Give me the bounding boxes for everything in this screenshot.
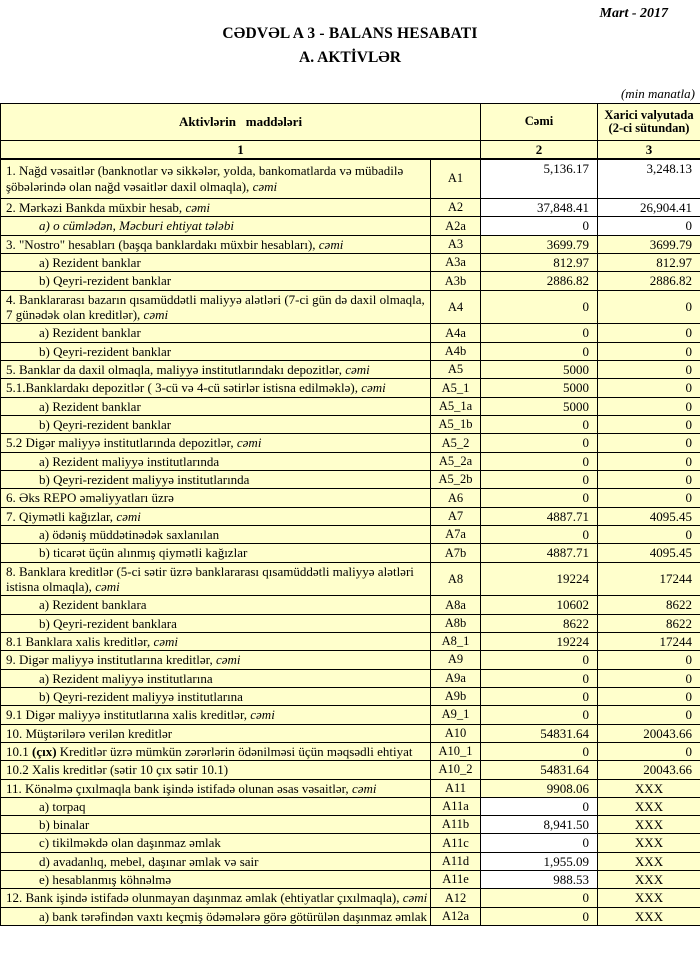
row-total-value: 54831.64 (481, 724, 598, 742)
row-code: A7a (431, 525, 481, 543)
table-row (1, 324, 700, 342)
row-label-segment: 11. Könəlmə çıxılmaqla bank işində istifadə olunan əsas vəsaitlər, (6, 780, 352, 796)
report-subtitle: A. AKTİVLƏR (299, 49, 401, 66)
row-label-segment: 5. Banklar da daxil olmaqla, maliyyə institutlarındakı depozitlər, (6, 361, 346, 377)
row-foreign-value: 26,904.41 (598, 199, 700, 217)
table-row (1, 562, 700, 596)
row-label-segment: cəmi (252, 178, 278, 194)
row-label-segment: b) ticarət üçün alınmış qiymətli kağızlar (39, 545, 248, 561)
row-label-segment: 3. "Nostro" hesabları (başqa banklardakı müxbir hesabları), (6, 236, 319, 252)
row-total-value: 0 (481, 217, 598, 235)
row-label-segment: 9.1 Digər maliyyə institutlarına xalis kreditlər, (6, 707, 251, 723)
row-foreign-value: 0 (598, 706, 700, 724)
row-total-value: 54831.64 (481, 761, 598, 779)
table-row (1, 253, 700, 271)
row-label-segment: cəmi (236, 435, 262, 451)
row-label (1, 779, 431, 797)
row-code: A4b (431, 342, 481, 360)
row-label-segment: cəmi (143, 306, 169, 322)
table-row (1, 489, 700, 507)
row-code: A4 (431, 290, 481, 324)
row-label-segment: a) Rezident banklara (39, 597, 147, 613)
table-row (1, 470, 700, 488)
row-label-segment: b) Qeyri-rezident banklar (39, 343, 172, 359)
row-foreign-value: 0 (598, 217, 700, 235)
row-code: A3a (431, 253, 481, 271)
row-total-value: 5,136.17 (481, 159, 598, 199)
row-label (1, 360, 431, 378)
row-foreign-value: 20043.66 (598, 761, 700, 779)
row-foreign-value: 0 (598, 397, 700, 415)
col-number-2: 2 (481, 141, 598, 159)
row-code: A11a (431, 797, 481, 815)
row-foreign-value: 0 (598, 470, 700, 488)
row-label (1, 235, 431, 253)
table-row (1, 507, 700, 525)
row-foreign-value: 0 (598, 342, 700, 360)
row-code: A9 (431, 651, 481, 669)
row-label-segment: cəmi (318, 236, 344, 252)
row-label (1, 889, 431, 907)
row-label (1, 687, 431, 705)
row-label (1, 397, 431, 415)
row-label-segment: cəmi (361, 380, 386, 396)
row-label-segment: b) Qeyri-rezident maliyyə institutlarında (39, 471, 250, 487)
row-total-value: 0 (481, 290, 598, 324)
table-row (1, 525, 700, 543)
unit-note: (min manatla) (620, 86, 695, 101)
table-row (1, 379, 700, 397)
row-label-segment: b) Qeyri-rezident banklar (39, 416, 172, 432)
row-foreign-value: 8622 (598, 596, 700, 614)
table-row (1, 217, 700, 235)
row-label-segment: a) Rezident maliyyə institutlarına (39, 670, 213, 686)
row-label-segment: 9. Digər maliyyə institutlarına kreditlər, (6, 652, 216, 668)
row-code: A8 (431, 562, 481, 596)
row-code: A3 (431, 235, 481, 253)
row-total-value: 19224 (481, 632, 598, 650)
row-label (1, 253, 431, 271)
row-label (1, 434, 431, 452)
row-foreign-value: 0 (598, 742, 700, 760)
row-total-value: 5000 (481, 360, 598, 378)
row-code: A8a (431, 596, 481, 614)
row-code: A10 (431, 724, 481, 742)
row-total-value: 3699.79 (481, 235, 598, 253)
row-foreign-value: XXX (598, 779, 700, 797)
row-label-segment: a) bank tərəfindən vaxtı keçmiş ödəmələrə görə götürülən daşınmaz əmlak (39, 908, 428, 924)
row-label (1, 544, 431, 562)
row-label-segment: 12. Bank işində istifadə olunmayan daşınmaz əmlak (ehtiyatlar çıxılmaqla), (6, 890, 403, 906)
row-label (1, 525, 431, 543)
row-label (1, 871, 431, 889)
row-code: A2a (431, 217, 481, 235)
row-total-value: 0 (481, 489, 598, 507)
row-code: A12 (431, 889, 481, 907)
table-row (1, 742, 700, 760)
row-label (1, 507, 431, 525)
row-code: A10_2 (431, 761, 481, 779)
row-total-value: 9908.06 (481, 779, 598, 797)
row-label-segment: e) hesablanmış köhnəlmə (39, 872, 172, 888)
table-row (1, 852, 700, 870)
row-total-value: 19224 (481, 562, 598, 596)
table-row (1, 706, 700, 724)
row-label (1, 724, 431, 742)
table-row (1, 889, 700, 907)
row-label (1, 415, 431, 433)
row-foreign-value: 17244 (598, 562, 700, 596)
row-label-segment: cəmi (116, 508, 141, 524)
row-label-segment: cəmi (345, 361, 370, 377)
table-row (1, 669, 700, 687)
table-row (1, 816, 700, 834)
row-code: A8_1 (431, 632, 481, 650)
row-code: A11 (431, 779, 481, 797)
row-foreign-value: 0 (598, 290, 700, 324)
table-row (1, 871, 700, 889)
row-foreign-value: 4095.45 (598, 507, 700, 525)
row-label-segment: 2. Mərkəzi Bankda müxbir hesab, (6, 200, 186, 215)
row-label-segment: a) Rezident banklar (39, 325, 141, 341)
table-row (1, 397, 700, 415)
row-foreign-value: 20043.66 (598, 724, 700, 742)
row-total-value: 0 (481, 669, 598, 687)
table-row (1, 687, 700, 705)
row-total-value: 37,848.41 (481, 199, 598, 217)
table-row (1, 779, 700, 797)
row-code: A5 (431, 360, 481, 378)
table-row (1, 272, 700, 290)
row-total-value: 0 (481, 797, 598, 815)
row-label-segment: 10.1 (6, 743, 32, 759)
row-total-value: 0 (481, 742, 598, 760)
col-number-3: 3 (598, 141, 700, 159)
row-total-value: 2886.82 (481, 272, 598, 290)
row-label (1, 706, 431, 724)
col-header-items: Aktivlərin maddələri (1, 104, 481, 141)
row-label (1, 596, 431, 614)
row-label (1, 852, 431, 870)
row-foreign-value: XXX (598, 852, 700, 870)
row-code: A5_2a (431, 452, 481, 470)
table-row (1, 632, 700, 650)
row-label-segment: a) Rezident banklar (39, 398, 141, 414)
row-label-segment: cəmi (185, 200, 210, 215)
row-label (1, 562, 431, 596)
row-total-value: 0 (481, 706, 598, 724)
row-foreign-value: 0 (598, 669, 700, 687)
row-code: A11d (431, 852, 481, 870)
row-total-value: 4887.71 (481, 507, 598, 525)
table-row (1, 907, 700, 925)
table-row (1, 434, 700, 452)
row-code: A7b (431, 544, 481, 562)
report-date: Mart - 2017 (599, 6, 668, 21)
row-label-segment: 4. Banklararası bazarın qısamüddətli maliyyə alətləri (7-ci gün də daxil olmaqla, 7 günədək olan kreditlər), (6, 291, 425, 322)
row-code: A5_2b (431, 470, 481, 488)
table-row (1, 159, 700, 199)
row-label-segment: 7. Qiymətli kağızlar, (6, 508, 117, 524)
row-total-value: 0 (481, 834, 598, 852)
row-foreign-value: 0 (598, 415, 700, 433)
row-label-segment: cəmi (250, 707, 275, 723)
col-header-total: Cəmi (481, 104, 598, 141)
table-row (1, 415, 700, 433)
table-row (1, 614, 700, 632)
row-label-segment: a) Rezident maliyyə institutlarında (39, 453, 220, 469)
row-foreign-value: 0 (598, 434, 700, 452)
row-foreign-value: XXX (598, 907, 700, 925)
row-label (1, 669, 431, 687)
row-label-segment: 8. Banklara kreditlər (5-ci sətir üzrə banklararası qısamüddətli maliyyə alətləri istisna olmaqla), (6, 563, 414, 594)
row-label-segment: a) torpaq (39, 798, 86, 814)
table-header-row (1, 104, 700, 141)
row-foreign-value: XXX (598, 797, 700, 815)
row-total-value: 8,941.50 (481, 816, 598, 834)
table-row (1, 834, 700, 852)
row-label-segment: b) Qeyri-rezident maliyyə institutlarına (39, 688, 243, 704)
row-label (1, 452, 431, 470)
row-code: A12a (431, 907, 481, 925)
row-foreign-value: XXX (598, 834, 700, 852)
table-body (1, 159, 700, 926)
row-foreign-value: 4095.45 (598, 544, 700, 562)
table-row (1, 235, 700, 253)
row-total-value: 988.53 (481, 871, 598, 889)
row-foreign-value: 0 (598, 525, 700, 543)
row-total-value: 8622 (481, 614, 598, 632)
row-total-value: 5000 (481, 379, 598, 397)
row-code: A11b (431, 816, 481, 834)
row-code: A11e (431, 871, 481, 889)
row-total-value: 1,955.09 (481, 852, 598, 870)
row-code: A10_1 (431, 742, 481, 760)
row-label-segment: cəmi (153, 633, 179, 649)
row-label-segment: 6. Əks REPO əməliyyatları üzrə (6, 490, 174, 506)
row-total-value: 4887.71 (481, 544, 598, 562)
report-title: CƏDVƏL A 3 - BALANS HESABATI (222, 25, 478, 42)
row-foreign-value: XXX (598, 889, 700, 907)
row-foreign-value: 0 (598, 651, 700, 669)
table-row (1, 342, 700, 360)
table-row (1, 651, 700, 669)
row-total-value: 0 (481, 889, 598, 907)
row-total-value: 812.97 (481, 253, 598, 271)
table-row (1, 724, 700, 742)
row-label (1, 742, 431, 760)
row-label-segment: 10.2 Xalis kreditlər (sətir 10 çıx sətir 10.1) (6, 762, 229, 778)
row-code: A1 (431, 159, 481, 199)
row-label (1, 651, 431, 669)
row-code: A8b (431, 614, 481, 632)
row-code: A7 (431, 507, 481, 525)
row-code: A9b (431, 687, 481, 705)
table-row (1, 797, 700, 815)
row-foreign-value: 3699.79 (598, 235, 700, 253)
row-label (1, 199, 431, 217)
row-label-segment: 10. Müştərilərə verilən kreditlər (6, 725, 173, 741)
row-label (1, 470, 431, 488)
table-row (1, 544, 700, 562)
row-code: A2 (431, 199, 481, 217)
table-row (1, 452, 700, 470)
row-label-segment: 1. Nağd vəsaitlər (banknotlar və sikkələr, yolda, bankomatlarda və mübadilə şöbələrində olan nağd vəsaitlər daxil olmaqla), (6, 163, 404, 194)
row-foreign-value: 0 (598, 489, 700, 507)
row-total-value: 10602 (481, 596, 598, 614)
table-row (1, 596, 700, 614)
row-code: A9_1 (431, 706, 481, 724)
column-number-row (1, 141, 700, 159)
row-label-segment: a) o cümlədən, Məcburi ehtiyat tələbi (39, 218, 234, 234)
row-label (1, 614, 431, 632)
row-label (1, 816, 431, 834)
row-code: A9a (431, 669, 481, 687)
row-total-value: 0 (481, 452, 598, 470)
row-label-segment: (çıx) (32, 743, 57, 759)
row-label-segment: a) Rezident banklar (39, 254, 141, 270)
table-row (1, 290, 700, 324)
row-label (1, 272, 431, 290)
row-label-segment: cəmi (95, 578, 120, 594)
col-header-foreign: Xarici valyutada (2-ci sütundan) (598, 104, 700, 141)
row-total-value: 0 (481, 415, 598, 433)
row-total-value: 0 (481, 687, 598, 705)
row-code: A6 (431, 489, 481, 507)
row-label-segment: cəmi (215, 652, 241, 668)
row-foreign-value: 0 (598, 379, 700, 397)
row-label-segment: 8.1 Banklara xalis kreditlər, (6, 633, 154, 649)
row-foreign-value: XXX (598, 871, 700, 889)
row-label (1, 217, 431, 235)
row-label-segment: Kreditlər üzrə mümkün zərərlərin ödənilməsi üçün məqsədli ehtiyat (56, 743, 413, 759)
row-label (1, 907, 431, 925)
row-label (1, 797, 431, 815)
row-total-value: 0 (481, 651, 598, 669)
row-total-value: 0 (481, 342, 598, 360)
row-foreign-value: XXX (598, 816, 700, 834)
row-code: A3b (431, 272, 481, 290)
row-label-segment: b) Qeyri-rezident banklar (39, 273, 172, 289)
row-code: A5_2 (431, 434, 481, 452)
row-label-segment: cəmi (402, 890, 428, 906)
row-label (1, 342, 431, 360)
row-label-segment: cəmi (351, 780, 377, 796)
row-label (1, 489, 431, 507)
row-code: A5_1b (431, 415, 481, 433)
row-label (1, 324, 431, 342)
row-label-segment: b) Qeyri-rezident banklara (39, 615, 177, 631)
row-foreign-value: 0 (598, 452, 700, 470)
row-label (1, 834, 431, 852)
row-label-segment: 5.2 Digər maliyyə institutlarında depozitlər, (6, 435, 237, 451)
row-foreign-value: 0 (598, 687, 700, 705)
row-label-segment: a) ödəniş müddətinədək saxlanılan (39, 526, 220, 542)
row-total-value: 0 (481, 907, 598, 925)
row-foreign-value: 0 (598, 360, 700, 378)
col-number-1: 1 (1, 141, 481, 159)
table-row (1, 761, 700, 779)
row-total-value: 0 (481, 434, 598, 452)
row-total-value: 0 (481, 525, 598, 543)
row-foreign-value: 8622 (598, 614, 700, 632)
row-label-segment: b) binalar (39, 817, 90, 833)
row-code: A4a (431, 324, 481, 342)
row-label-segment: 5.1.Banklardakı depozitlər ( 3-cü və 4-cü sətirlər istisna edilməklə), (6, 380, 362, 396)
table-row (1, 199, 700, 217)
row-label (1, 159, 431, 199)
row-code: A5_1 (431, 379, 481, 397)
row-label-segment: d) avadanlıq, mebel, daşınar əmlak və sair (39, 853, 259, 869)
row-foreign-value: 2886.82 (598, 272, 700, 290)
row-foreign-value: 3,248.13 (598, 159, 700, 199)
row-total-value: 0 (481, 470, 598, 488)
row-code: A5_1a (431, 397, 481, 415)
row-foreign-value: 0 (598, 324, 700, 342)
row-total-value: 5000 (481, 397, 598, 415)
row-label (1, 632, 431, 650)
row-foreign-value: 17244 (598, 632, 700, 650)
row-foreign-value: 812.97 (598, 253, 700, 271)
row-code: A11c (431, 834, 481, 852)
row-label (1, 379, 431, 397)
row-total-value: 0 (481, 324, 598, 342)
balance-table (0, 103, 700, 926)
table-row (1, 360, 700, 378)
row-label (1, 290, 431, 324)
row-label-segment: c) tikilməkdə olan daşınmaz əmlak (39, 835, 221, 851)
row-label (1, 761, 431, 779)
